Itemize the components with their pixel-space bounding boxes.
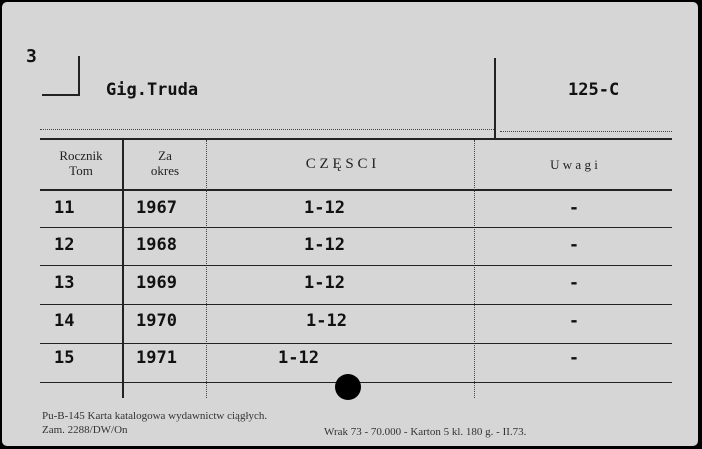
footer-order-number: Zam. 2288/DW/On [42,424,128,436]
table-row-uwagi: - [568,198,580,218]
table-row-czesci: 1-12 [278,348,319,368]
table-row-uwagi: - [568,311,580,331]
catalog-card [2,2,698,446]
punch-hole [335,374,361,400]
table-row-okres: 1968 [136,235,177,255]
header-bottom-rule [40,189,672,191]
header-uwagi: U w a g i [550,157,598,172]
column-divider-2 [206,140,207,398]
table-row-tom: 14 [54,311,75,331]
signature-divider [494,58,496,138]
column-divider-1 [122,140,124,398]
header-czesci: C Z Ę S C I [305,156,377,172]
table-row-czesci: 1-12 [304,273,345,293]
corner-mark [42,56,80,96]
table-row-czesci: 1-12 [304,198,345,218]
table-row-tom: 12 [54,235,75,255]
table-row-uwagi: - [568,235,580,255]
table-row-okres: 1969 [136,273,177,293]
index-number: 3 [26,46,37,67]
title-underline [40,129,494,130]
row-rule [40,227,672,228]
table-row-tom: 13 [54,273,75,293]
table-row-tom: 11 [54,198,75,218]
table-row-tom: 15 [54,348,75,368]
table-row-czesci: 1-12 [304,235,345,255]
row-rule [40,304,672,305]
table-row-uwagi: - [568,273,580,293]
header-za-okres: Za okres [150,148,180,178]
signature: 125-C [568,80,620,100]
table-row-okres: 1967 [136,198,177,218]
table-row-okres: 1971 [136,348,177,368]
table-row-okres: 1970 [136,311,177,331]
footer-form-line: Pu-B-145 Karta katalogowa wydawnictw ciągłych. [42,410,268,422]
footer-print-info: Wrak 73 - 70.000 - Karton 5 kl. 180 g. - II.73. [324,426,527,438]
table-row-czesci: 1-12 [306,311,347,331]
signature-underline [500,131,672,132]
row-rule [40,265,672,266]
card-title: Gig.Truda [106,80,199,100]
table-top-rule [40,138,672,140]
column-divider-3 [474,140,475,398]
table-row-uwagi: - [568,348,580,368]
row-rule [40,343,672,344]
header-rocznik-tom: Rocznik Tom [59,148,103,178]
